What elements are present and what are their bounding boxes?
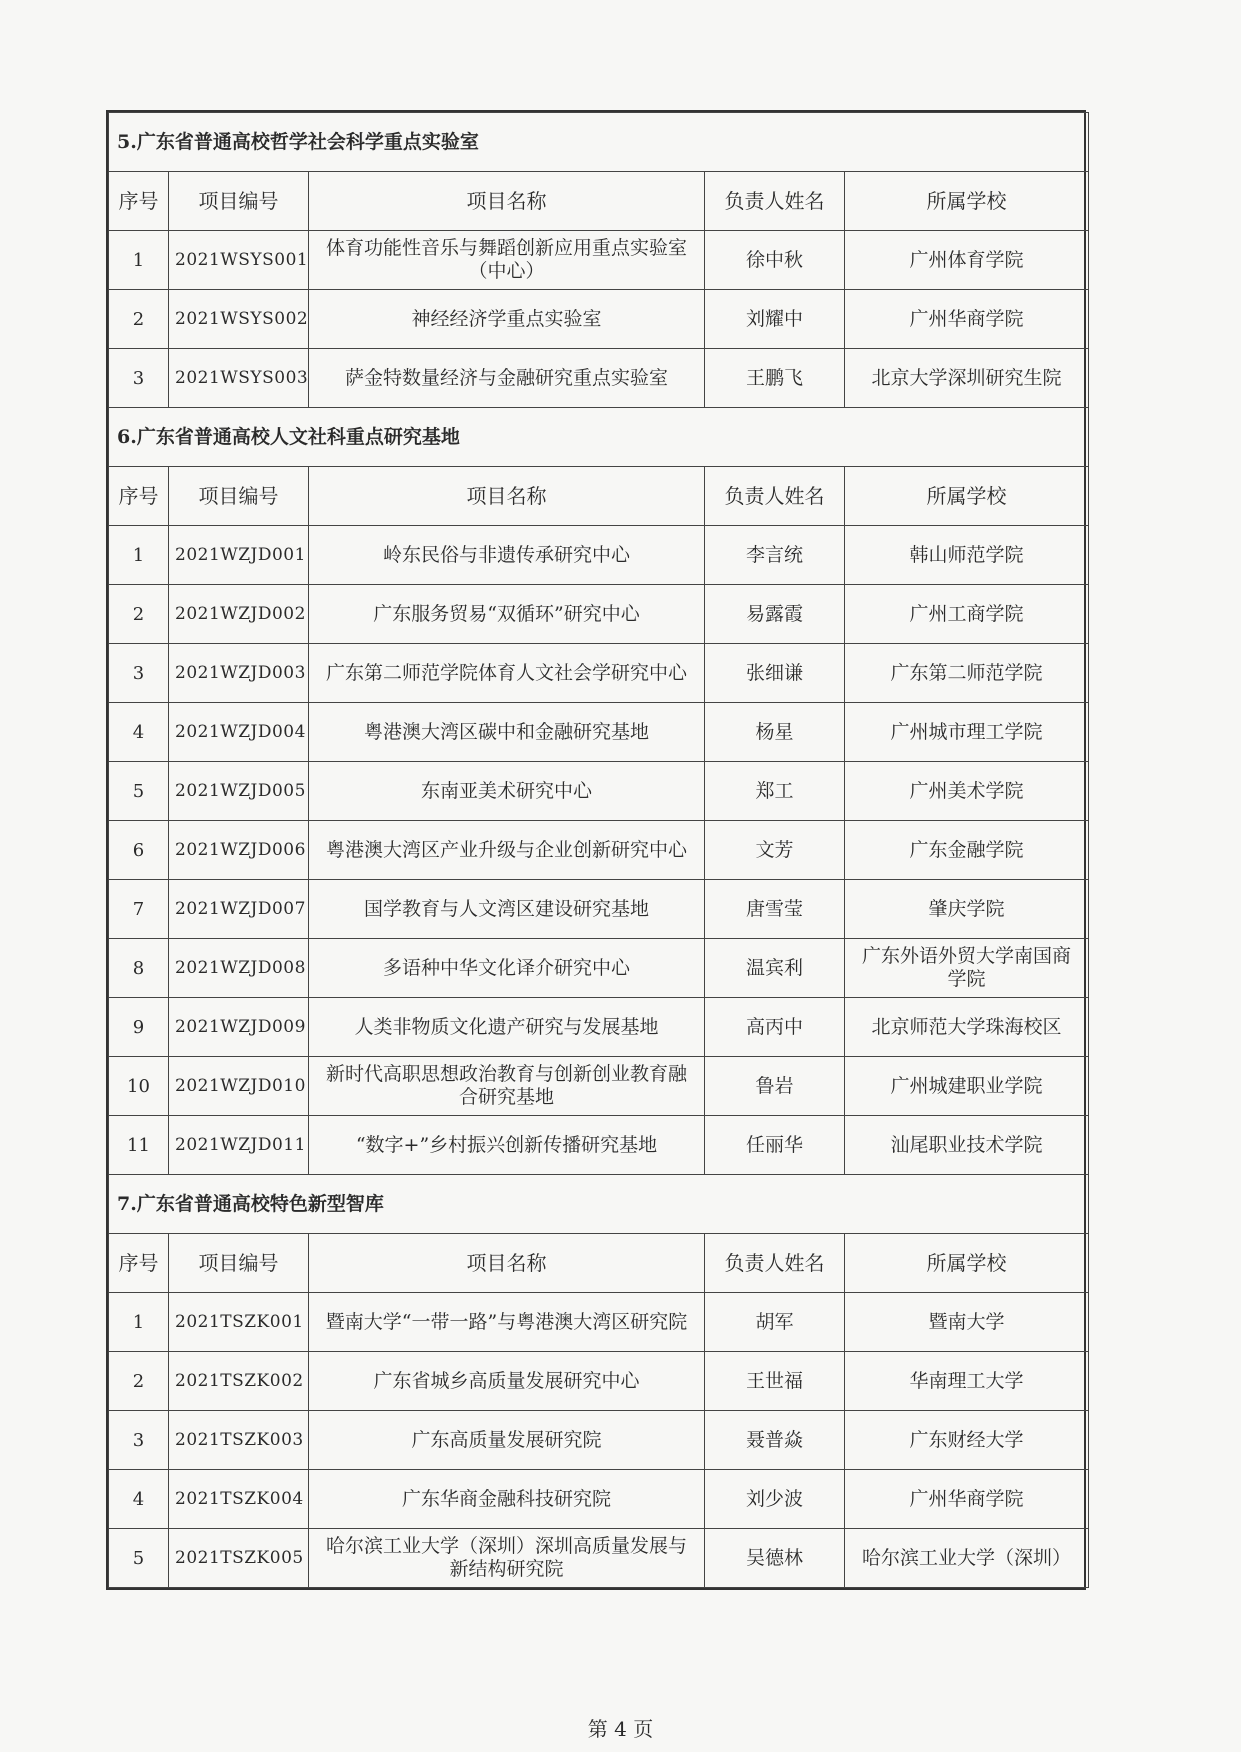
school-name: 广州美术学院 xyxy=(845,762,1089,821)
project-code: 2021WSYS002 xyxy=(169,290,309,349)
leader-name: 杨星 xyxy=(705,703,845,762)
table-row xyxy=(109,998,1089,1057)
header-index: 序号 xyxy=(109,467,169,526)
header-leader-name: 负责人姓名 xyxy=(705,467,845,526)
school-name: 广东财经大学 xyxy=(845,1411,1089,1470)
project-code: 2021WZJD008 xyxy=(169,939,309,998)
table-row xyxy=(109,1470,1089,1529)
table-row xyxy=(109,762,1089,821)
row-index: 3 xyxy=(109,644,169,703)
school-name: 广东金融学院 xyxy=(845,821,1089,880)
leader-name: 郑工 xyxy=(705,762,845,821)
school-name: 韩山师范学院 xyxy=(845,526,1089,585)
section-title: 5.广东省普通高校哲学社会科学重点实验室 xyxy=(109,113,1089,172)
table-row xyxy=(109,290,1089,349)
leader-name: 刘少波 xyxy=(705,1470,845,1529)
school-name: 广州华商学院 xyxy=(845,1470,1089,1529)
row-index: 2 xyxy=(109,585,169,644)
row-index: 5 xyxy=(109,762,169,821)
project-name: 人类非物质文化遗产研究与发展基地 xyxy=(309,998,705,1057)
table-row xyxy=(109,880,1089,939)
table-header-row xyxy=(109,172,1089,231)
school-name: 广东外语外贸大学南国商学院 xyxy=(845,939,1089,998)
table-row xyxy=(109,1352,1089,1411)
header-school: 所属学校 xyxy=(845,467,1089,526)
school-name: 哈尔滨工业大学（深圳） xyxy=(845,1529,1089,1588)
school-name: 北京大学深圳研究生院 xyxy=(845,349,1089,408)
project-name: 粤港澳大湾区碳中和金融研究基地 xyxy=(309,703,705,762)
header-leader-name: 负责人姓名 xyxy=(705,1234,845,1293)
project-name: 广东省城乡高质量发展研究中心 xyxy=(309,1352,705,1411)
school-name: 肇庆学院 xyxy=(845,880,1089,939)
table-row xyxy=(109,1293,1089,1352)
table-row xyxy=(109,644,1089,703)
project-name: 暨南大学“一带一路”与粤港澳大湾区研究院 xyxy=(309,1293,705,1352)
table-row xyxy=(109,939,1089,998)
project-name: 体育功能性音乐与舞蹈创新应用重点实验室（中心） xyxy=(309,231,705,290)
school-name: 汕尾职业技术学院 xyxy=(845,1116,1089,1175)
project-code: 2021WZJD003 xyxy=(169,644,309,703)
leader-name: 高丙中 xyxy=(705,998,845,1057)
row-index: 8 xyxy=(109,939,169,998)
leader-name: 张细谦 xyxy=(705,644,845,703)
row-index: 1 xyxy=(109,526,169,585)
row-index: 10 xyxy=(109,1057,169,1116)
row-index: 9 xyxy=(109,998,169,1057)
table-row xyxy=(109,526,1089,585)
school-name: 广州工商学院 xyxy=(845,585,1089,644)
project-name: 新时代高职思想政治教育与创新创业教育融合研究基地 xyxy=(309,1057,705,1116)
table-row xyxy=(109,1116,1089,1175)
project-name: 神经经济学重点实验室 xyxy=(309,290,705,349)
leader-name: 鲁岩 xyxy=(705,1057,845,1116)
project-table xyxy=(108,112,1089,1588)
leader-name: 文芳 xyxy=(705,821,845,880)
project-code: 2021WZJD009 xyxy=(169,998,309,1057)
project-name: 东南亚美术研究中心 xyxy=(309,762,705,821)
section-title: 6.广东省普通高校人文社科重点研究基地 xyxy=(109,408,1089,467)
project-code: 2021TSZK002 xyxy=(169,1352,309,1411)
table-header-row xyxy=(109,467,1089,526)
project-list-document xyxy=(106,110,1086,1590)
project-code: 2021WZJD005 xyxy=(169,762,309,821)
project-name: 广东高质量发展研究院 xyxy=(309,1411,705,1470)
project-name: 广东华商金融科技研究院 xyxy=(309,1470,705,1529)
school-name: 北京师范大学珠海校区 xyxy=(845,998,1089,1057)
project-name: 多语种中华文化译介研究中心 xyxy=(309,939,705,998)
table-row xyxy=(109,703,1089,762)
row-index: 4 xyxy=(109,703,169,762)
school-name: 广州华商学院 xyxy=(845,290,1089,349)
table-row xyxy=(109,1057,1089,1116)
row-index: 11 xyxy=(109,1116,169,1175)
project-name: 广东服务贸易“双循环”研究中心 xyxy=(309,585,705,644)
section-title-row xyxy=(109,408,1089,467)
project-name: 岭东民俗与非遗传承研究中心 xyxy=(309,526,705,585)
table-row xyxy=(109,1529,1089,1588)
table-row xyxy=(109,231,1089,290)
leader-name: 徐中秋 xyxy=(705,231,845,290)
row-index: 3 xyxy=(109,349,169,408)
row-index: 7 xyxy=(109,880,169,939)
header-leader-name: 负责人姓名 xyxy=(705,172,845,231)
header-project-code: 项目编号 xyxy=(169,467,309,526)
page-number: 第 4 页 xyxy=(587,1717,654,1741)
project-code: 2021WZJD001 xyxy=(169,526,309,585)
project-code: 2021WZJD010 xyxy=(169,1057,309,1116)
project-name: “数字+”乡村振兴创新传播研究基地 xyxy=(309,1116,705,1175)
project-code: 2021TSZK005 xyxy=(169,1529,309,1588)
table-header-row xyxy=(109,1234,1089,1293)
leader-name: 唐雪莹 xyxy=(705,880,845,939)
header-school: 所属学校 xyxy=(845,1234,1089,1293)
section-title-row xyxy=(109,1175,1089,1234)
row-index: 2 xyxy=(109,290,169,349)
project-name: 哈尔滨工业大学（深圳）深圳高质量发展与新结构研究院 xyxy=(309,1529,705,1588)
school-name: 华南理工大学 xyxy=(845,1352,1089,1411)
school-name: 广州城建职业学院 xyxy=(845,1057,1089,1116)
header-project-name: 项目名称 xyxy=(309,1234,705,1293)
header-project-name: 项目名称 xyxy=(309,172,705,231)
header-project-code: 项目编号 xyxy=(169,172,309,231)
project-code: 2021WZJD002 xyxy=(169,585,309,644)
leader-name: 易露霞 xyxy=(705,585,845,644)
leader-name: 吴德林 xyxy=(705,1529,845,1588)
leader-name: 聂普焱 xyxy=(705,1411,845,1470)
project-code: 2021WSYS003 xyxy=(169,349,309,408)
row-index: 5 xyxy=(109,1529,169,1588)
leader-name: 李言统 xyxy=(705,526,845,585)
header-index: 序号 xyxy=(109,172,169,231)
school-name: 广东第二师范学院 xyxy=(845,644,1089,703)
section-title-row xyxy=(109,113,1089,172)
row-index: 4 xyxy=(109,1470,169,1529)
leader-name: 王世福 xyxy=(705,1352,845,1411)
leader-name: 任丽华 xyxy=(705,1116,845,1175)
project-name: 萨金特数量经济与金融研究重点实验室 xyxy=(309,349,705,408)
row-index: 1 xyxy=(109,1293,169,1352)
project-code: 2021TSZK004 xyxy=(169,1470,309,1529)
row-index: 2 xyxy=(109,1352,169,1411)
table-row xyxy=(109,821,1089,880)
project-code: 2021WSYS001 xyxy=(169,231,309,290)
leader-name: 刘耀中 xyxy=(705,290,845,349)
school-name: 广州城市理工学院 xyxy=(845,703,1089,762)
row-index: 3 xyxy=(109,1411,169,1470)
school-name: 广州体育学院 xyxy=(845,231,1089,290)
header-index: 序号 xyxy=(109,1234,169,1293)
project-name: 国学教育与人文湾区建设研究基地 xyxy=(309,880,705,939)
leader-name: 温宾利 xyxy=(705,939,845,998)
project-code: 2021WZJD011 xyxy=(169,1116,309,1175)
project-code: 2021WZJD007 xyxy=(169,880,309,939)
table-row xyxy=(109,349,1089,408)
project-code: 2021TSZK001 xyxy=(169,1293,309,1352)
project-code: 2021TSZK003 xyxy=(169,1411,309,1470)
project-name: 广东第二师范学院体育人文社会学研究中心 xyxy=(309,644,705,703)
header-school: 所属学校 xyxy=(845,172,1089,231)
project-name: 粤港澳大湾区产业升级与企业创新研究中心 xyxy=(309,821,705,880)
leader-name: 王鹏飞 xyxy=(705,349,845,408)
section-title: 7.广东省普通高校特色新型智库 xyxy=(109,1175,1089,1234)
project-code: 2021WZJD006 xyxy=(169,821,309,880)
header-project-code: 项目编号 xyxy=(169,1234,309,1293)
header-project-name: 项目名称 xyxy=(309,467,705,526)
table-row xyxy=(109,1411,1089,1470)
row-index: 1 xyxy=(109,231,169,290)
project-code: 2021WZJD004 xyxy=(169,703,309,762)
row-index: 6 xyxy=(109,821,169,880)
leader-name: 胡军 xyxy=(705,1293,845,1352)
table-row xyxy=(109,585,1089,644)
school-name: 暨南大学 xyxy=(845,1293,1089,1352)
